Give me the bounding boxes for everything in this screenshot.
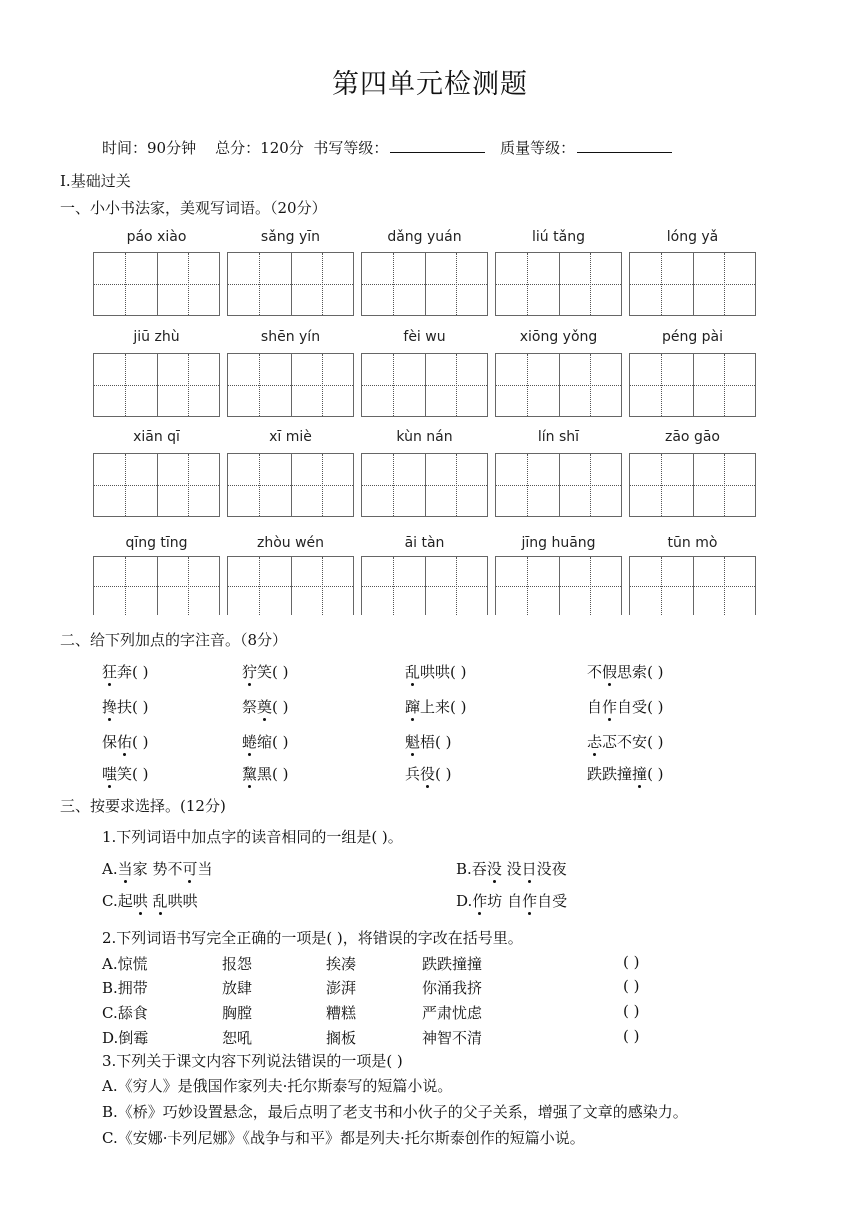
pinyin-item [242,661,289,682]
q3-2-word: 胸膛 [222,1004,253,1022]
q3-2-word: 澎湃 [326,979,357,997]
answer-parentheses[interactable]: ( ) [272,698,289,716]
pinyin-label: lóng yǎ [666,229,719,245]
writing-box[interactable] [495,453,622,517]
writing-box[interactable] [361,453,488,517]
q3-2-word: 神智不清 [422,1029,483,1047]
q3-2-word: 报怨 [222,955,253,973]
writing-box[interactable] [93,453,220,517]
answer-parentheses[interactable]: ( ) [132,765,149,783]
pinyin-item [102,763,149,784]
pinyin-item [405,763,452,784]
pinyin-item [102,661,149,682]
answer-parentheses[interactable]: ( ) [132,663,149,681]
q3-3-option-a[interactable]: A.《穷人》是俄国作家列夫·托尔斯泰写的短篇小说。 [102,1077,453,1095]
q3-2-option[interactable]: C.舔食 [102,1004,148,1022]
item-word: 黧黑 [242,765,273,783]
answer-parentheses[interactable]: ( ) [132,698,149,716]
pinyin-label: xiōng yǒng [519,329,598,345]
answer-parentheses[interactable]: ( ) [450,698,467,716]
answer-parentheses[interactable]: ( ) [647,765,664,783]
writing-box[interactable] [227,453,354,517]
score-label: 总分：120分 [215,139,304,157]
answer-parentheses[interactable]: ( ) [623,953,640,971]
pinyin-label: qīng tīng [125,535,188,551]
pinyin-label: shēn yín [260,329,321,345]
item-word: 跌跌撞撞 [587,765,648,783]
time-label: 时间：90分钟 [102,139,197,157]
page-title: 第四单元检测题 [332,69,528,100]
pinyin-label: péng pài [661,329,724,345]
answer-parentheses[interactable]: ( ) [623,977,640,995]
item-word: 乱哄哄 [405,663,451,681]
pinyin-item [242,763,289,784]
answer-parentheses[interactable]: ( ) [647,663,664,681]
writing-box[interactable] [495,353,622,417]
q3-2-word: 挨凑 [326,955,357,973]
part-one-heading: Ⅰ.基础过关 [60,172,131,190]
answer-parentheses[interactable]: ( ) [132,733,149,751]
writing-box[interactable] [361,556,488,615]
q3-2-word: 放肆 [222,979,253,997]
writing-box[interactable] [227,353,354,417]
item-word: 嗤笑 [102,765,133,783]
answer-parentheses[interactable]: ( ) [647,733,664,751]
q3-heading: 三、按要求选择。(12分) [60,797,226,815]
pinyin-label: zāo gāo [665,429,720,445]
q3-2-option[interactable]: B.拥带 [102,979,148,997]
pinyin-item [102,696,149,717]
item-word: 祭奠 [242,698,273,716]
pinyin-label: jīng huāng [521,535,596,551]
q3-2-stem: 2.下列词语书写完全正确的一项是( )，将错误的字改在括号里。 [102,929,523,947]
answer-parentheses[interactable]: ( ) [272,733,289,751]
q2-heading: 二、给下列加点的字注音。（8分） [60,631,288,649]
pinyin-item [587,696,664,717]
q3-3-option-b[interactable]: B.《桥》巧妙设置悬念，最后点明了老支书和小伙子的父子关系，增强了文章的感染力。 [102,1103,688,1121]
q3-1-option-a[interactable]: A.当家 势不可当 [102,860,213,878]
item-word: 自作自受 [587,698,648,716]
writing-box[interactable] [93,353,220,417]
quality-grade-label: 质量等级： [500,139,576,157]
item-word: 魁梧 [405,733,436,751]
item-word: 忐忑不安 [587,733,648,751]
answer-parentheses[interactable]: ( ) [435,765,452,783]
pinyin-item [405,696,467,717]
pinyin-item [405,661,467,682]
pinyin-label: dǎng yuán [387,229,462,245]
q3-2-word: 恕吼 [222,1029,253,1047]
q3-2-option[interactable]: A.惊慌 [102,955,148,973]
item-word: 搀扶 [102,698,133,716]
pinyin-label: zhòu wén [256,535,325,551]
pinyin-label: lín shī [537,429,580,445]
writing-box[interactable] [93,556,220,615]
pinyin-label: āi tàn [404,535,445,551]
item-word: 蜷缩 [242,733,273,751]
writing-box[interactable] [629,556,756,615]
answer-parentheses[interactable]: ( ) [623,1002,640,1020]
pinyin-item [587,763,664,784]
item-word: 不假思索 [587,663,648,681]
q3-1-stem: 1.下列词语中加点字的读音相同的一组是( )。 [102,828,403,846]
writing-box[interactable] [227,556,354,615]
exam-meta [102,137,682,158]
q3-2-word: 严肃忧虑 [422,1004,483,1022]
writing-box[interactable] [93,252,220,316]
writing-box[interactable] [629,252,756,316]
answer-parentheses[interactable]: ( ) [623,1027,640,1045]
pinyin-label: fèi wu [403,329,446,345]
answer-parentheses[interactable]: ( ) [272,663,289,681]
item-word: 保佑 [102,733,133,751]
answer-parentheses[interactable]: ( ) [272,765,289,783]
pinyin-item [405,731,452,752]
q1-heading: 一、小小书法家，美观写词语。（20分） [60,199,327,217]
pinyin-item [587,661,664,682]
writing-box[interactable] [495,252,622,316]
pinyin-item [102,731,149,752]
q3-2-word: 糟糕 [326,1004,357,1022]
q3-2-word: 你涌我挤 [422,979,483,997]
pinyin-label: páo xiào [126,229,187,245]
pinyin-item [242,731,289,752]
pinyin-item [587,731,664,752]
item-word: 狂奔 [102,663,133,681]
answer-parentheses[interactable]: ( ) [450,663,467,681]
writing-box[interactable] [495,556,622,615]
pinyin-label: jiū zhù [133,329,180,345]
pinyin-label: liú tǎng [532,229,585,245]
item-word: 兵役 [405,765,436,783]
writing-box[interactable] [629,453,756,517]
writing-grade-label: 书写等级： [313,139,389,157]
item-word: 蹿上来 [405,698,451,716]
writing-grade-blank[interactable] [390,138,485,153]
q3-1-option-b[interactable]: B.吞没 没日没夜 [456,860,567,878]
q3-3-option-c[interactable]: C.《安娜·卡列尼娜》《战争与和平》都是列夫·托尔斯泰创作的短篇小说。 [102,1129,585,1147]
q3-2-word: 跌跌撞撞 [422,955,483,973]
pinyin-label: xī miè [269,429,312,445]
pinyin-label: xiān qī [133,429,180,445]
q3-2-option[interactable]: D.倒霉 [102,1029,149,1047]
quality-grade-blank[interactable] [577,138,672,153]
q3-1-option-d[interactable]: D.作坊 自作自受 [456,892,568,910]
writing-box[interactable] [227,252,354,316]
q3-1-option-c[interactable]: C.起哄 乱哄哄 [102,892,198,910]
answer-parentheses[interactable]: ( ) [647,698,664,716]
writing-box[interactable] [361,353,488,417]
pinyin-label: sǎng yīn [260,229,321,245]
answer-parentheses[interactable]: ( ) [435,733,452,751]
pinyin-item [242,696,289,717]
item-word: 狞笑 [242,663,273,681]
q3-2-word: 搁板 [326,1029,357,1047]
writing-box[interactable] [361,252,488,316]
pinyin-label: kùn nán [396,429,453,445]
pinyin-label: tūn mò [667,535,718,551]
q3-3-stem: 3.下列关于课文内容下列说法错误的一项是( ) [102,1052,403,1070]
writing-box[interactable] [629,353,756,417]
